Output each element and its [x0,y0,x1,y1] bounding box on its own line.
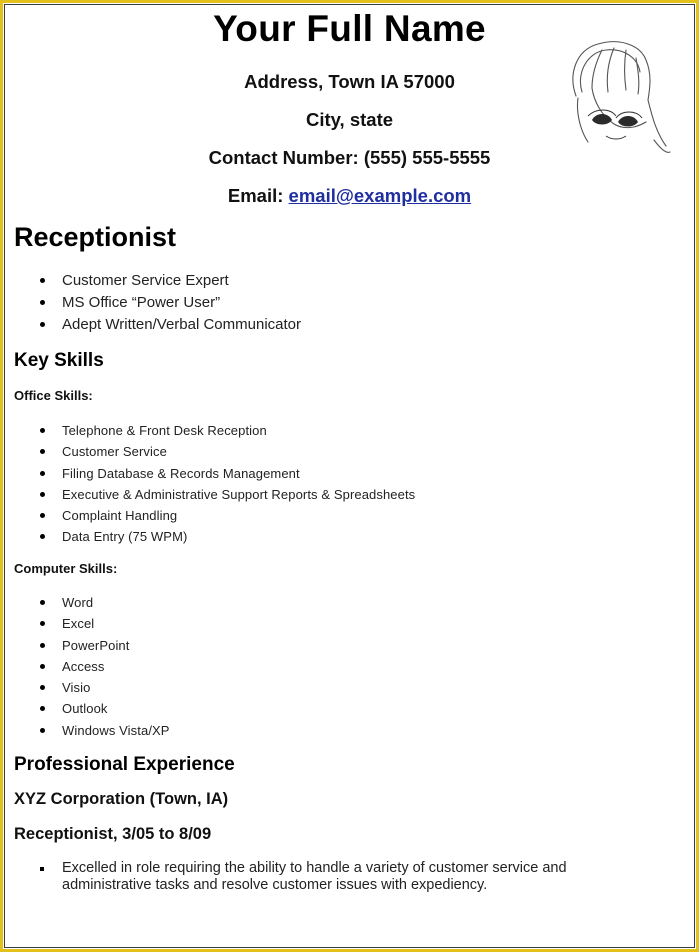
list-item: Filing Database & Records Management [38,463,415,484]
full-name: Your Full Name [213,8,486,49]
email-line [0,185,699,207]
email-link[interactable]: email@example.com [288,185,472,206]
list-item: Adept Written/Verbal Communicator [38,314,301,336]
list-item: MS Office “Power User” [38,292,301,314]
company-line: XYZ Corporation (Town, IA) [14,790,229,808]
job-title: Receptionist [14,222,177,252]
office-skills-list [38,420,415,548]
experience-heading: Professional Experience [14,754,235,775]
list-item: Windows Vista/XP [38,720,170,741]
experience-list [38,860,622,894]
list-item: Data Entry (75 WPM) [38,526,415,547]
key-skills-heading: Key Skills [14,350,104,371]
role-line: Receptionist, 3/05 to 8/09 [14,825,212,843]
list-item: PowerPoint [38,635,170,656]
computer-skills-label: Computer Skills: [14,561,118,576]
office-skills-label: Office Skills: [14,388,93,403]
city-line: City, state [305,109,394,130]
address-line: Address, Town IA 57000 [244,71,455,92]
list-item: Complaint Handling [38,505,415,526]
email-label: Email: [227,185,289,206]
list-item: Customer Service Expert [38,270,301,292]
list-item: Visio [38,677,170,698]
computer-skills-list [38,592,170,741]
summary-list [38,270,301,336]
list-item: Excel [38,613,170,634]
sketch-portrait-icon [562,36,672,158]
list-item: Executive & Administrative Support Reports & Spreadsheets [38,484,415,505]
list-item: Outlook [38,698,170,719]
list-item: Word [38,592,170,613]
contact-line: Contact Number: (555) 555-5555 [208,147,491,168]
list-item: Customer Service [38,441,415,462]
list-item: Telephone & Front Desk Reception [38,420,415,441]
list-item: Excelled in role requiring the ability to handle a variety of customer service and administrative tasks and resolve customer issues with expediency. [38,860,622,894]
list-item: Access [38,656,170,677]
